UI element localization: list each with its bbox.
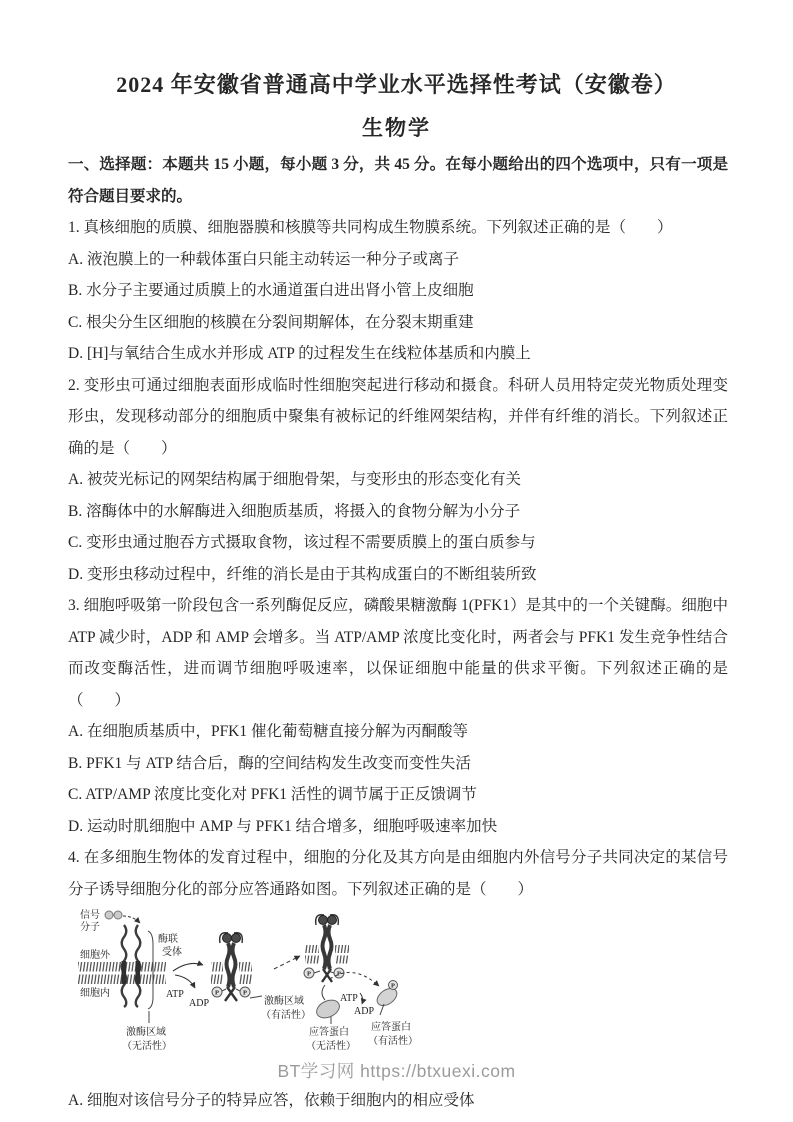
svg-text:应答蛋白: 应答蛋白	[371, 1022, 411, 1033]
phosphorylation-step-1	[166, 963, 209, 1009]
question-3-option-c: C. ATP/AMP 浓度比变化对 PFK1 活性的调节属于正反馈调节	[68, 786, 477, 803]
atp-to-adp-arrow	[175, 975, 195, 988]
svg-text:（有活性）: （有活性）	[261, 1010, 311, 1021]
activation-dashed-arrow	[330, 972, 379, 986]
svg-text:受体: 受体	[162, 947, 182, 958]
atp-label: ATP	[166, 989, 184, 1000]
bound-signal-icon	[223, 934, 232, 943]
question-1-option-d: D. [H]与氧结合生成水并形成 ATP 的过程发生在线粒体基质和内膜上	[68, 345, 531, 362]
atp-to-adp-arrow	[360, 993, 363, 1004]
question-2-option-a: A. 被荧光标记的网架结构属于细胞骨架，与变形虫的形态变化有关	[68, 471, 521, 488]
svg-text:酶联: 酶联	[158, 934, 178, 945]
adp-label: ADP	[189, 998, 210, 1009]
adp-label: ADP	[354, 1006, 375, 1017]
next-step-dashed-arrow	[274, 956, 300, 969]
response-protein-inactive-icon	[314, 997, 343, 1022]
intracellular-label: 细胞内	[80, 988, 110, 999]
question-2-stem: 2. 变形虫可通过细胞表面形成临时性细胞突起进行移动和摄食。科研人员用特定荧光物质处理变形虫，发现移动部分的细胞质中聚集有被标记的纤维网架结构，并伴有纤维的消长。下列叙述正确的是（ ）	[68, 376, 728, 457]
kinase-inactive-label	[122, 1025, 172, 1052]
page-footer-watermark: BT学习网 https://btxuexi.com	[277, 1061, 516, 1081]
question-2-option-c: C. 变形虫通过胞吞方式摄取食物，该过程不需要质膜上的蛋白质参与	[68, 534, 536, 551]
svg-text:（无活性）: （无活性）	[122, 1041, 172, 1052]
question-3-stem: 3. 细胞呼吸第一阶段包含一系列酶促反应，磷酸果糖激酶 1(PFK1）是其中的一个关键酶。细胞中 ATP 减少时，ADP 和 AMP 会增多。当 ATP/AMP 浓度比变化时，两者会与 PFK1 发生竞争性结合而改变酶活性，进而调节细胞呼吸速率，以保证细胞中能量的供求平衡。下列叙述正确的是（ ）	[68, 597, 728, 709]
bound-signal-icon	[319, 916, 328, 925]
svg-text:P: P	[215, 989, 219, 997]
signal-binding-arrow	[123, 916, 140, 923]
transmembrane-segment	[136, 961, 141, 984]
exam-title: 2024 年安徽省普通高中学业水平选择性考试（安徽卷）	[116, 72, 677, 97]
enzyme-linked-receptor-label	[158, 932, 182, 958]
question-1-stem: 1. 真核细胞的质膜、细胞器膜和核膜等共同构成生物膜系统。下列叙述正确的是（ ）	[68, 219, 673, 236]
question-3-option-b: B. PFK1 与 ATP 结合后，酶的空间结构发生改变而变性失活	[68, 754, 471, 772]
question-2-option-d: D. 变形虫移动过程中，纤维的消长是由于其构成蛋白的不断组装所致	[68, 565, 537, 583]
question-1-option-a: A. 液泡膜上的一种载体蛋白只能主动转运一种分子或离子	[68, 250, 459, 268]
receptor-dimer-signaling	[304, 915, 349, 982]
signal-molecule-icon	[105, 911, 113, 919]
bound-signal-icon	[328, 916, 337, 925]
question-4-option-a: A. 细胞对该信号分子的特异应答，依赖于细胞内的相应受体	[68, 1092, 475, 1109]
svg-text:P: P	[391, 982, 395, 990]
question-3-option-d: D. 运动时肌细胞中 AMP 与 PFK1 结合增多，细胞呼吸速率加快	[68, 817, 498, 835]
transmembrane-segment	[122, 961, 127, 984]
bound-signal-icon	[232, 934, 241, 943]
svg-text:应答蛋白: 应答蛋白	[309, 1027, 349, 1038]
svg-text:激酶区域: 激酶区域	[264, 996, 304, 1007]
question-1-option-b: B. 水分子主要通过质膜上的水通道蛋白进出肾小管上皮细胞	[68, 282, 474, 299]
extracellular-label: 细胞外	[80, 950, 110, 961]
atp-label: ATP	[340, 993, 358, 1004]
svg-text:激酶区域: 激酶区域	[126, 1027, 166, 1038]
exam-body	[68, 149, 728, 1117]
question-1-option-c: C. 根尖分生区细胞的核膜在分裂间期解体，在分裂末期重建	[68, 313, 474, 331]
transition-arrow	[173, 963, 203, 971]
svg-text:P: P	[243, 989, 247, 997]
question-4-stem: 4. 在多细胞生物体的发育过程中，细胞的分化及其方向是由细胞内外信号分子共同决定的某信号分子诱导细胞分化的部分应答通路如图。下列叙述正确的是（ ）	[68, 849, 728, 898]
svg-text:分子: 分子	[80, 922, 100, 933]
svg-text:P: P	[307, 970, 311, 978]
question-3-option-a: A. 在细胞质基质中，PFK1 催化葡萄糖直接分解为丙酮酸等	[68, 723, 469, 740]
question-2-option-b: B. 溶酶体中的水解酶进入细胞质基质，将摄入的食物分解为小分子	[68, 502, 521, 520]
kinase-active-pointer	[250, 996, 262, 998]
svg-text:信号: 信号	[80, 910, 100, 921]
svg-text:（无活性）: （无活性）	[306, 1041, 356, 1052]
kinase-active-label	[261, 994, 311, 1021]
signal-molecule-icon	[114, 911, 122, 919]
receptor-to-protein-link	[322, 985, 325, 1000]
svg-text:（有活性）: （有活性）	[368, 1036, 418, 1047]
section-instructions: 一、选择题：本题共 15 小题，每小题 3 分，共 45 分。在每小题给出的四个选项中，只有一项是符合题目要求的。	[68, 156, 728, 205]
svg-text:P: P	[337, 970, 341, 978]
signal-molecule-label	[80, 908, 140, 933]
receptor-dimer-active	[211, 933, 252, 1001]
exam-subject: 生物学	[362, 116, 431, 140]
response-protein-step	[306, 972, 418, 1052]
